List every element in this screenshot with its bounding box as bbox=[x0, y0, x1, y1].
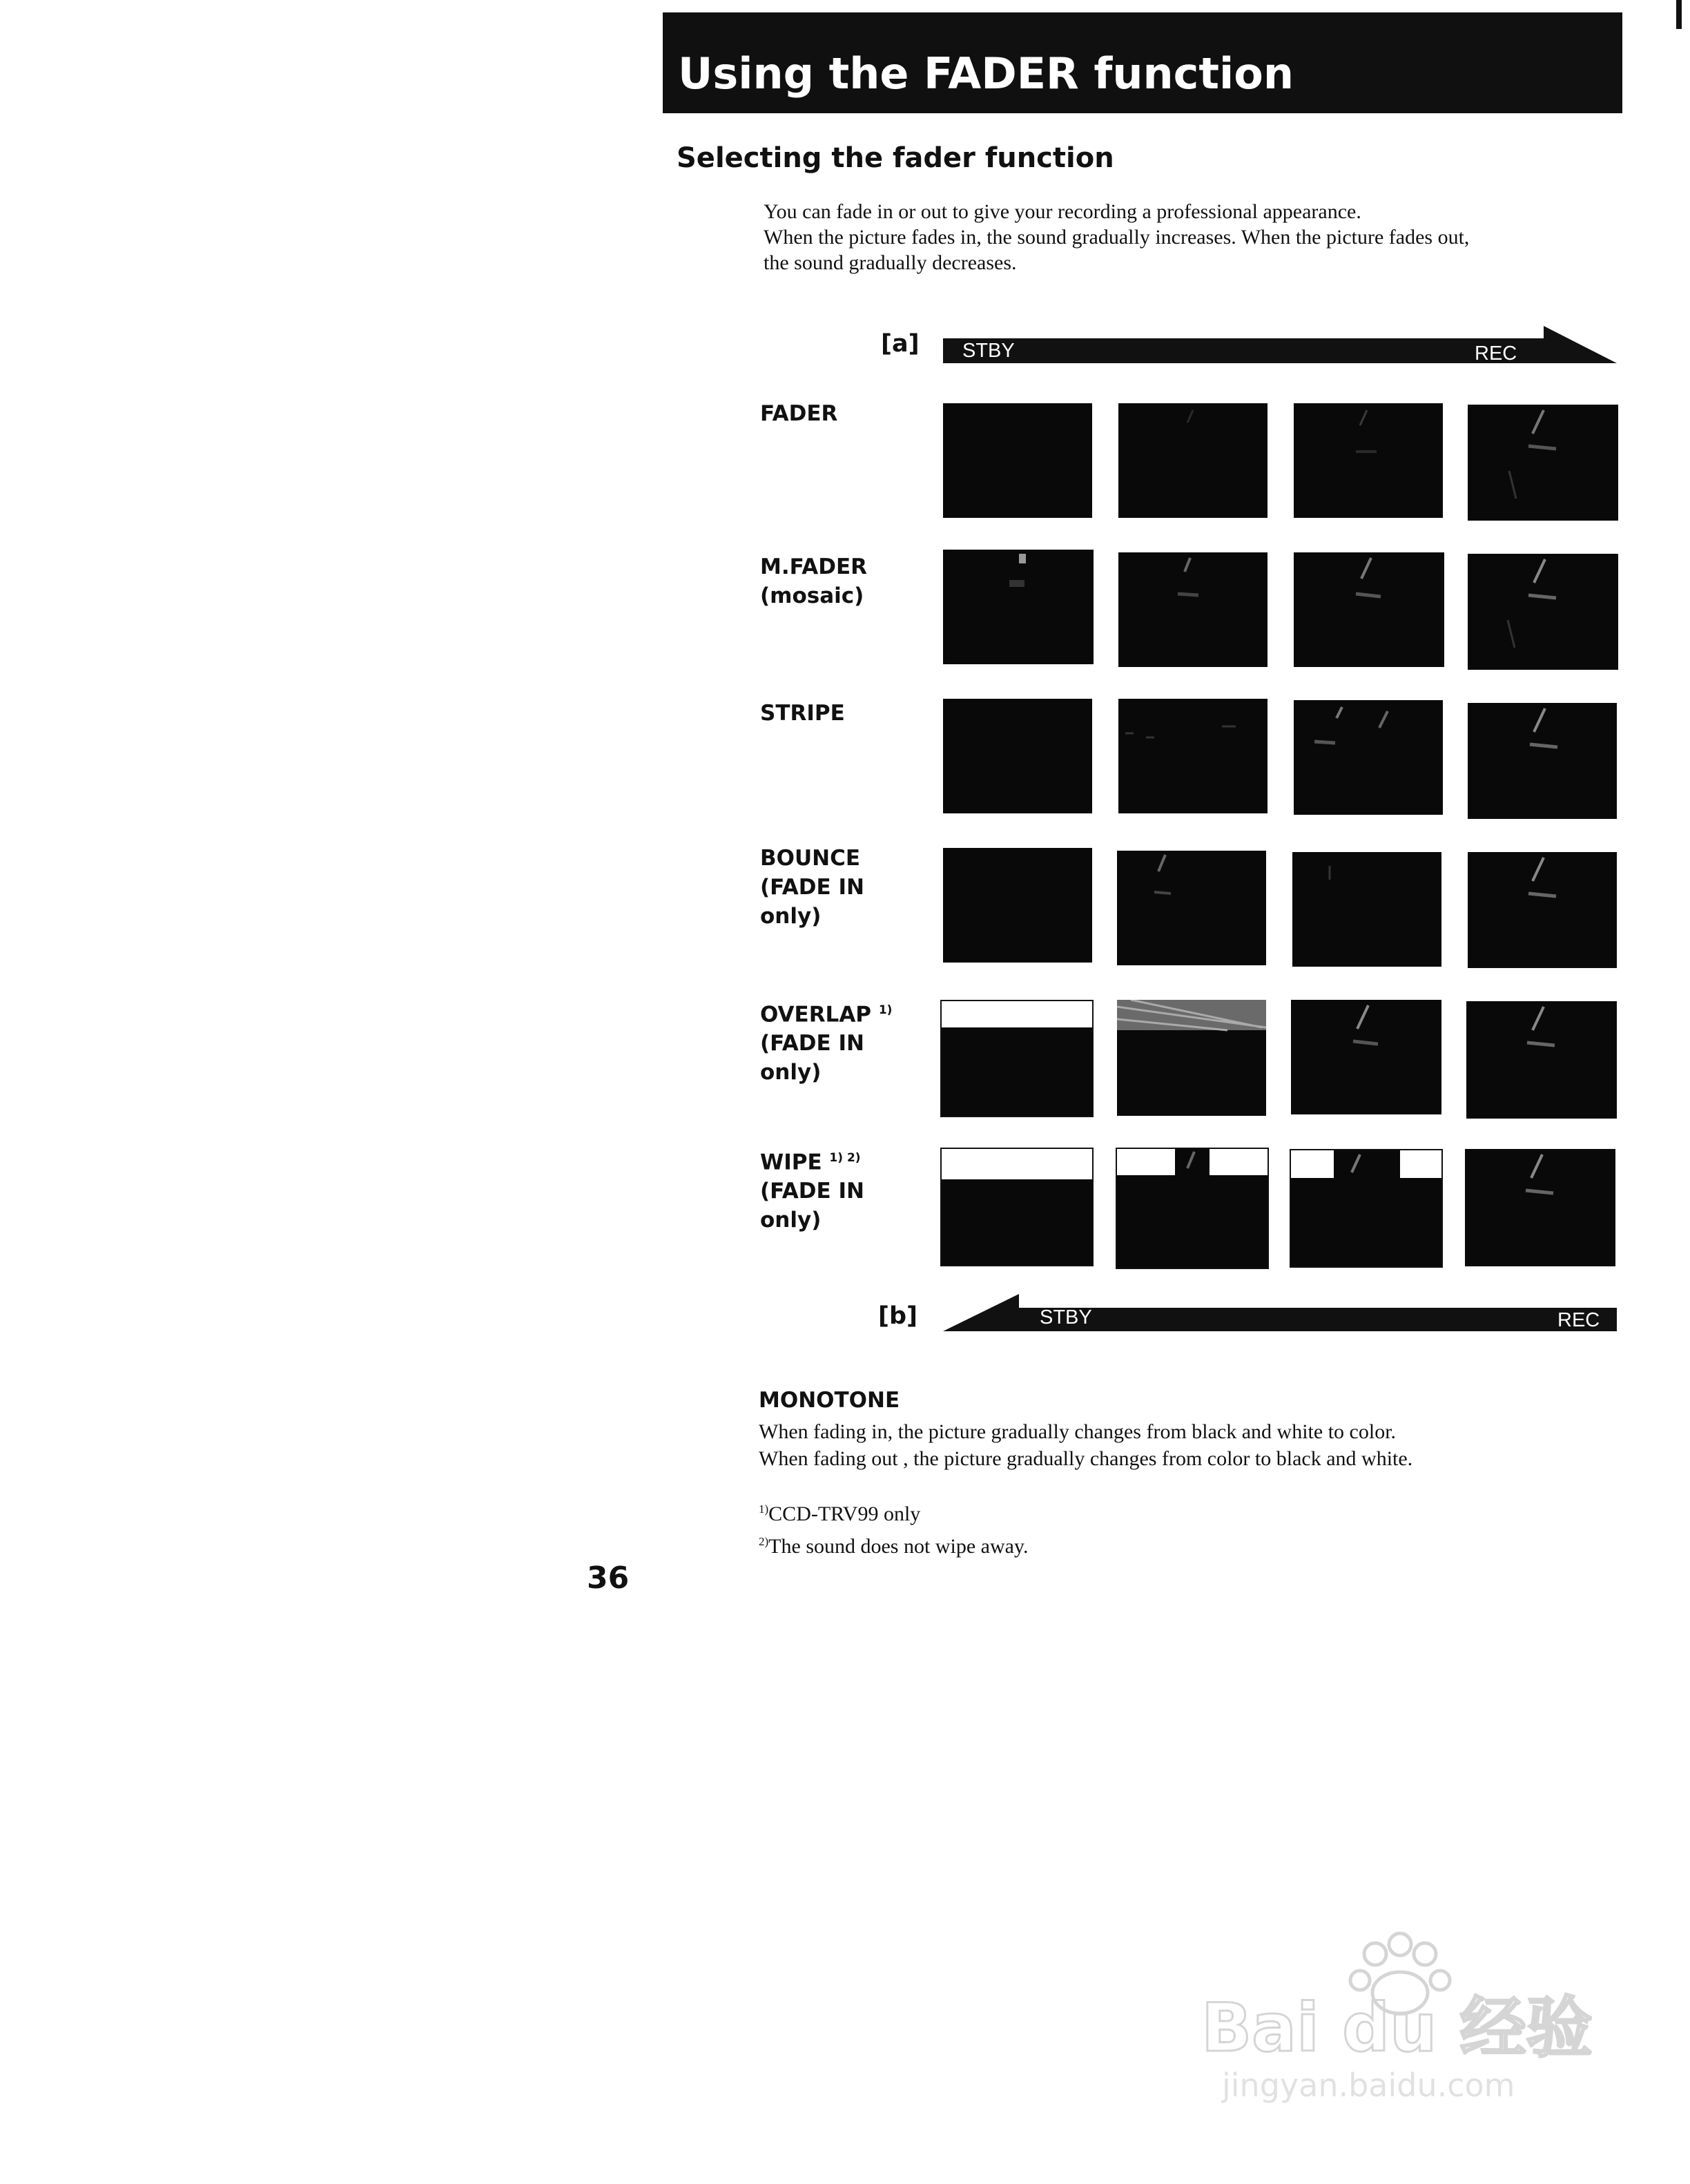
row-sub: (FADE IN only) bbox=[760, 1031, 864, 1085]
row-label-fader bbox=[760, 399, 926, 428]
bar-a-label: [a] bbox=[881, 330, 920, 358]
wipe-frame bbox=[1116, 1148, 1269, 1269]
overlap-frame bbox=[1466, 1001, 1617, 1119]
row-label-bounce bbox=[760, 844, 926, 931]
row-sub: (FADE IN only) bbox=[760, 1179, 864, 1233]
svg-text:Bai du 经验: Bai du 经验 bbox=[1201, 1989, 1593, 2067]
bounce-frame bbox=[1117, 851, 1266, 965]
overlap-frame bbox=[940, 1000, 1094, 1117]
row-note: 1) 2) bbox=[829, 1151, 861, 1165]
monotone-line: When fading out , the picture gradually changes from color to black and white. bbox=[759, 1447, 1413, 1470]
svg-text:jingyan.baidu.com: jingyan.baidu.com bbox=[1222, 2067, 1515, 2104]
wipe-frame bbox=[1465, 1149, 1615, 1266]
stripe-frame bbox=[1468, 703, 1617, 819]
page-title: Using the FADER function bbox=[678, 48, 1294, 99]
row-name: FADER bbox=[760, 401, 838, 426]
intro-line: When the picture fades in, the sound gradually increases. When the picture fades out, bbox=[764, 226, 1470, 249]
row-label-wipe bbox=[760, 1143, 926, 1235]
overlap-frame bbox=[1291, 1000, 1441, 1114]
fader-frame bbox=[1468, 405, 1618, 521]
row-label-overlap bbox=[760, 996, 926, 1087]
mfader-frame bbox=[943, 550, 1094, 664]
intro-line: You can fade in or out to give your recording a professional appearance. bbox=[764, 200, 1361, 223]
footnote-text: CCD-TRV99 only bbox=[768, 1502, 921, 1525]
row-note: 1) bbox=[878, 1003, 893, 1017]
row-name: OVERLAP bbox=[760, 1002, 872, 1027]
bar-a-arrow bbox=[943, 325, 1620, 367]
bar-b-stby: STBY bbox=[1040, 1306, 1092, 1328]
bounce-frame bbox=[1292, 852, 1441, 967]
page-number: 36 bbox=[587, 1560, 630, 1596]
footnote-marker: 1) bbox=[759, 1502, 769, 1516]
stripe-frame bbox=[1118, 699, 1268, 813]
bounce-frame bbox=[943, 848, 1092, 963]
footnotes bbox=[759, 1496, 1028, 1560]
row-name: WIPE bbox=[760, 1150, 822, 1175]
mfader-frame bbox=[1294, 552, 1444, 667]
bar-b-rec: REC bbox=[1557, 1309, 1600, 1331]
footnote-marker: 2) bbox=[759, 1535, 769, 1548]
monotone-line: When fading in, the picture gradually changes from black and white to color. bbox=[759, 1420, 1397, 1443]
overlap-frame bbox=[1117, 1000, 1266, 1116]
stripe-frame bbox=[1294, 700, 1443, 815]
monotone-title: MONOTONE bbox=[759, 1388, 900, 1413]
wipe-frame bbox=[1290, 1149, 1443, 1268]
row-label-stripe bbox=[760, 699, 926, 728]
row-name: BOUNCE bbox=[760, 846, 861, 871]
fader-frame bbox=[943, 403, 1092, 518]
section-title: Selecting the fader function bbox=[677, 142, 1114, 174]
row-name: STRIPE bbox=[760, 701, 845, 726]
bar-a-rec: REC bbox=[1475, 342, 1517, 365]
monotone-description bbox=[759, 1418, 1629, 1472]
footnote-1 bbox=[759, 1496, 1028, 1528]
row-label-mfader bbox=[760, 552, 926, 610]
footnote-2 bbox=[759, 1528, 1028, 1560]
bounce-frame bbox=[1468, 852, 1617, 968]
baidu-watermark-logo bbox=[1194, 1926, 1595, 2106]
fader-frame bbox=[1118, 403, 1268, 518]
stripe-frame bbox=[943, 699, 1092, 813]
row-sub: (mosaic) bbox=[760, 583, 864, 608]
intro-paragraph bbox=[764, 199, 1626, 276]
fader-frame bbox=[1294, 403, 1443, 518]
intro-line: the sound gradually decreases. bbox=[764, 251, 1017, 274]
row-sub: (FADE IN only) bbox=[760, 875, 864, 929]
mfader-frame bbox=[1118, 552, 1268, 667]
wipe-frame bbox=[940, 1148, 1094, 1266]
page-edge-mark bbox=[1676, 0, 1682, 29]
row-name: M.FADER bbox=[760, 554, 868, 579]
bar-a-stby: STBY bbox=[962, 340, 1015, 362]
footnote-text: The sound does not wipe away. bbox=[768, 1535, 1029, 1558]
mfader-frame bbox=[1468, 554, 1618, 670]
bar-b-label: [b] bbox=[878, 1302, 918, 1330]
